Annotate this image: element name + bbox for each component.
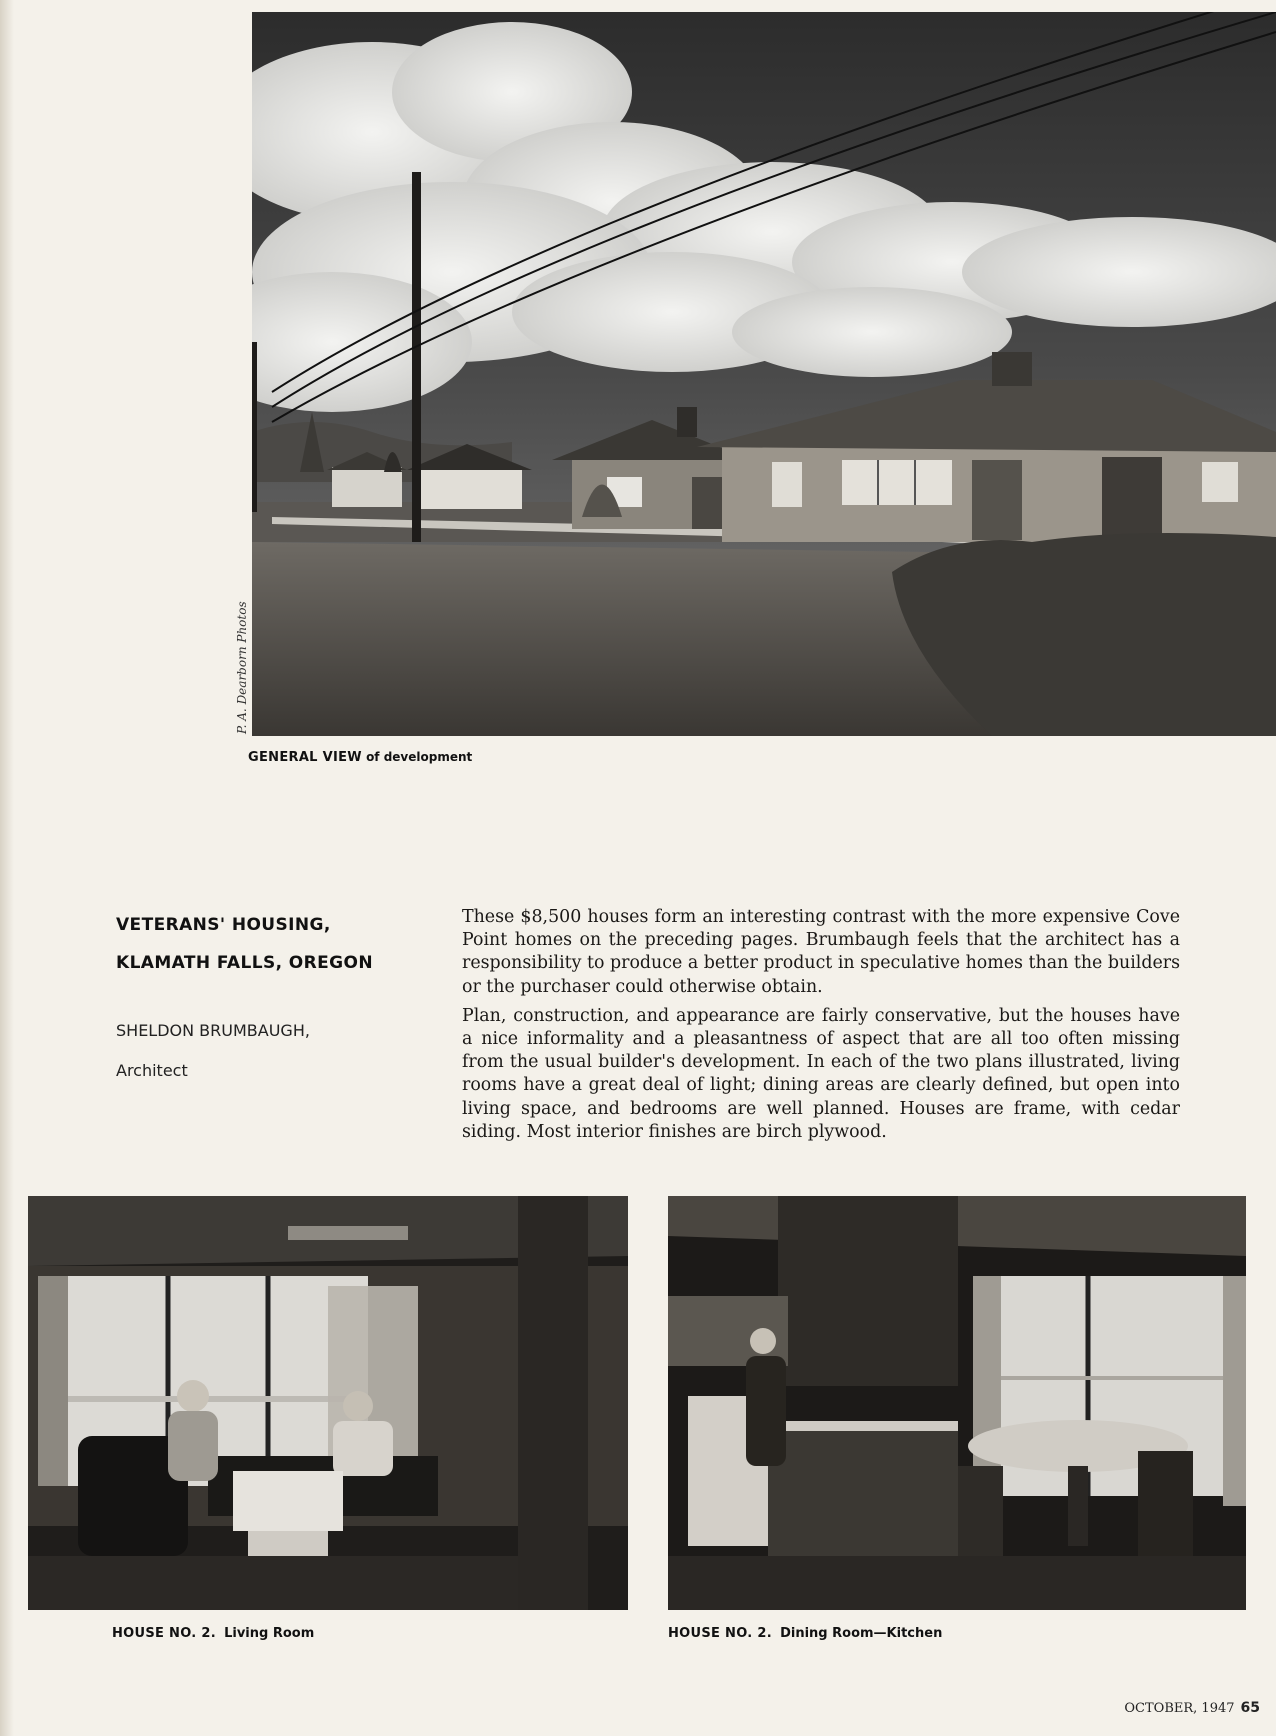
general-view-photo (252, 12, 1276, 736)
article-title-line1: VETERANS' HOUSING, (116, 915, 331, 935)
caption-rest: of development (366, 750, 473, 764)
article-title-line2: KLAMATH FALLS, OREGON (116, 953, 373, 973)
article-title (116, 906, 373, 982)
architect-name: SHELDON BRUMBAUGH, (116, 1021, 310, 1040)
living-room-caption (112, 1626, 314, 1641)
architect-role: Architect (116, 1061, 188, 1080)
article-paragraph: Plan, construction, and appearance are fairly conservative, but the houses have a nice informality and a pleasantness of aspect that are all too often missing from the usual builder's development. In each of the two plans illustrated, living rooms have a great deal of light; dining areas are clearly defined, but open into living space, and bedrooms are well planned. Houses are frame, with cedar siding. Most interior finishes are birch plywood. (462, 1005, 1180, 1142)
page-footer (1124, 1700, 1260, 1716)
caption-rest: Dining Room—Kitchen (780, 1626, 943, 1641)
caption-lead: HOUSE NO. 2. (668, 1626, 772, 1641)
photo-credit: P. A. Dearborn Photos (235, 601, 249, 734)
caption-lead: HOUSE NO. 2. (112, 1626, 216, 1641)
caption-rest: Living Room (224, 1626, 315, 1641)
caption-lead: GENERAL VIEW (248, 750, 362, 765)
living-room-photo (28, 1196, 628, 1610)
general-view-caption (248, 750, 472, 765)
architect-credit (116, 1011, 310, 1091)
dining-kitchen-caption (668, 1626, 942, 1641)
issue-date: OCTOBER, 1947 (1124, 1701, 1235, 1716)
dining-kitchen-photo (668, 1196, 1246, 1610)
article-paragraph: These $8,500 houses form an interesting contrast with the more expensive Cove Point homes on the preceding pages. Brumbaugh feels that the architect has a responsibility to produce a better product in speculative homes than the builders or the purchaser could otherwise obtain. (462, 907, 1180, 997)
page-edge (0, 0, 14, 1736)
page-number: 65 (1240, 1700, 1260, 1716)
article-body (462, 906, 1180, 1150)
